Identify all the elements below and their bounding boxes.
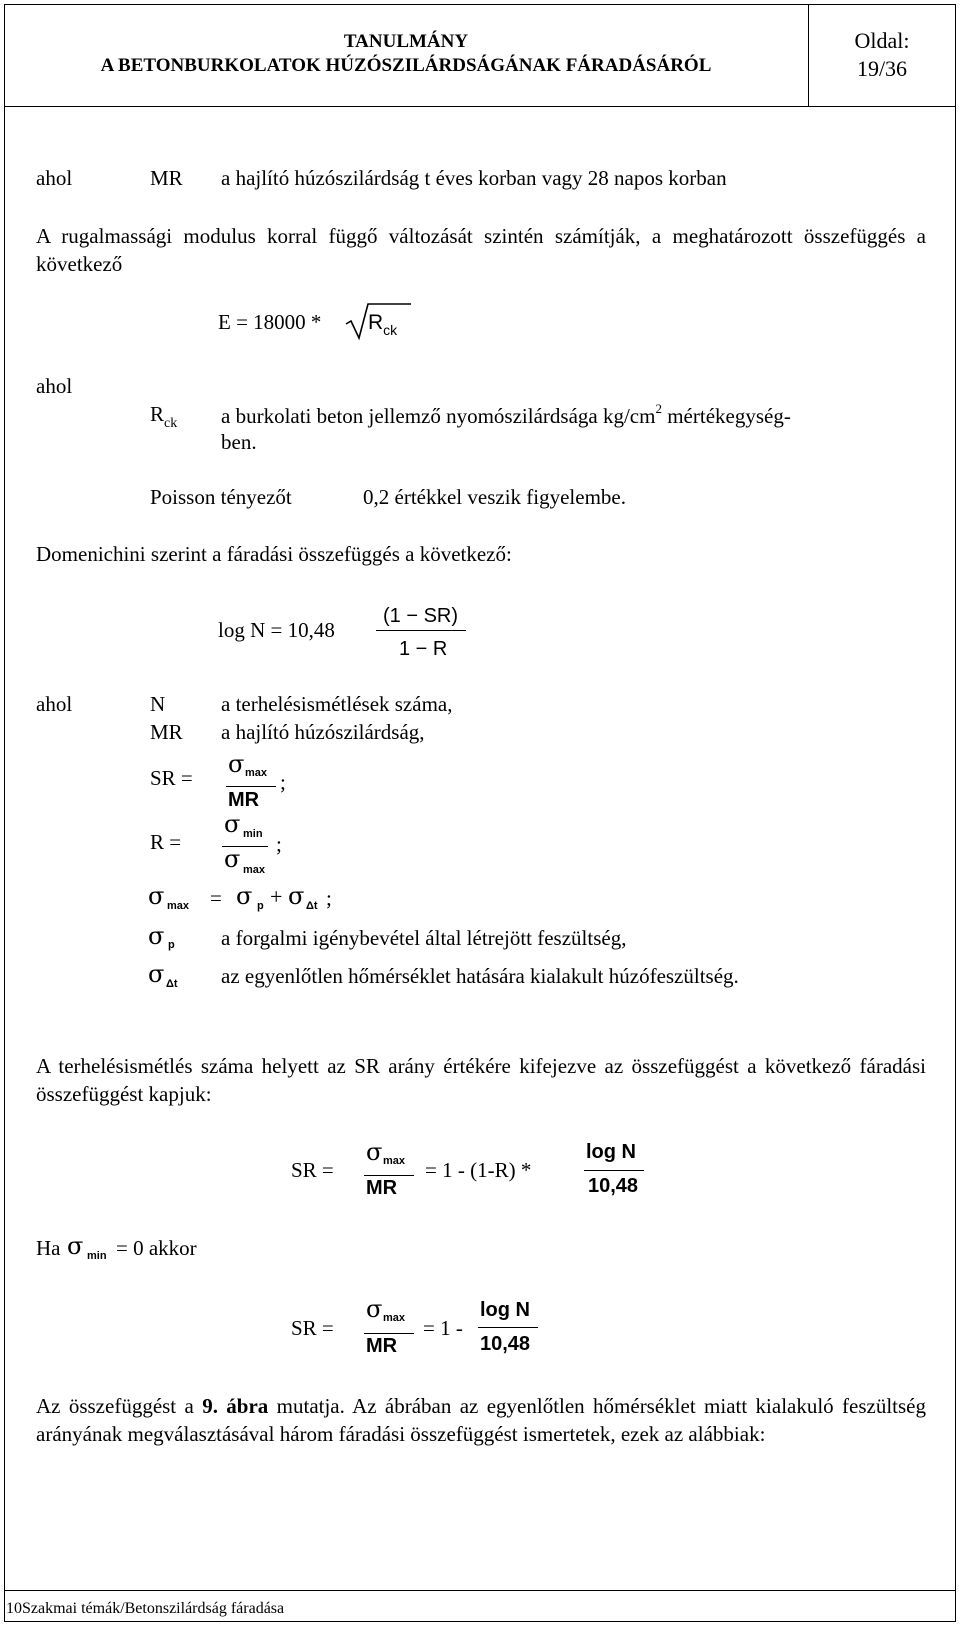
defs2-n-desc: a terhelésismétlések száma, [221,692,453,716]
r-num-sub-min: min [243,828,263,840]
sr2-fraction-bar-left [364,1333,414,1334]
smax-plus: + [270,884,283,909]
page-label: Oldal: [854,28,910,53]
sr1-lhs: SR = [291,1158,334,1182]
intro-desc: a hajlító húzószilárdság t éves korban vagy 28 napos korban [221,166,727,190]
r-lhs: R = [150,830,182,854]
p-term-sigma: σ [148,922,165,950]
formula-log-num: (1 − SR) [383,605,459,627]
defs1-poisson-term: Poisson tényezőt [150,485,292,509]
sr2-sigma: σ [366,1295,383,1323]
defs1-poisson-desc: 0,2 értékkel veszik figyelembe. [363,485,626,509]
defs1-rck-desc [221,401,791,428]
footer-path: 10Szakmai témák/Betonszilárdság fáradása [6,1600,285,1617]
ha-rest: = 0 akkor [116,1236,197,1260]
header-title-line1: TANULMÁNY [343,31,469,52]
formula-log-fraction-bar [376,630,466,631]
smax-sigma: σ [148,882,165,910]
sr1-sigma-sub: max [383,1155,406,1167]
sr1-fraction-bar-left [364,1175,414,1176]
rck-desc-text: a burkolati beton jellemző nyomószilárdsága kg/cm [221,404,656,428]
intro-ahol: ahol [36,166,73,190]
ha-word: Ha [36,1236,61,1260]
r-semicolon: ; [276,832,282,856]
defs2-mr-desc: a hajlító húzószilárdság, [221,720,425,744]
rck-sub: ck [164,416,178,431]
paragraph-sr-intro: A terhelésismétlés száma helyett az SR arány értékére kifejezve az összefüggést a következő fáradási összefüggést kapjuk: [36,1054,926,1106]
dt-term-sub: Δt [166,978,178,990]
sr-fraction-bar [226,786,276,787]
ha-sigma: σ [67,1232,84,1260]
defs2-n-term: N [150,692,166,716]
dt-desc: az egyenlőtlen hőmérséklet hatására kialakult húzófeszültség. [221,964,739,988]
sr-lhs: SR = [150,766,193,790]
r-den-sub-max: max [243,864,266,876]
formula-e-r: R [368,311,384,334]
para4-text-c: mutatja. Az ábrában az egyenlőtlen hőmérséklet miatt kialakuló feszültség arányának megválasztásával három fáradási összefüggést ismertetek, ezek az alábbiak: [36,1394,927,1446]
defs1-ahol: ahol [36,374,73,398]
sr2-den-mr: MR [366,1335,398,1357]
header-divider-line [4,106,956,107]
formula-log-den: 1 − R [399,638,448,660]
sr2-fraction-bar-right [478,1327,538,1328]
defs2-ahol: ahol [36,692,73,716]
sr2-num-logn: log N [480,1299,530,1321]
sr1-mid: = 1 - (1-R) * [425,1158,532,1182]
smax-eq: = [210,886,222,910]
page-number: 19/36 [856,56,908,81]
r-den-sigma: σ [224,845,241,873]
sr1-den: 10,48 [588,1175,639,1197]
r-num-sigma: σ [224,810,241,838]
sr1-fraction-bar-right [584,1170,644,1171]
formula-e-lhs: E = 18000 * [218,310,322,334]
rck-desc-end: mértékegység- [661,404,791,428]
sr2-lhs: SR = [291,1316,334,1340]
paragraph-figure-ref [36,1392,926,1448]
sp-sigma: σ [236,882,253,910]
paragraph-domenichini: Domenichini szerint a fáradási összefüggés a következő: [36,542,512,566]
sr-den-mr: MR [228,789,260,811]
sp-sub: p [257,900,264,912]
sr2-sigma-sub: max [383,1312,406,1324]
paragraph-modulus: A rugalmassági modulus korral függő változását szintén számítják, a meghatározott összefüggés a következő [36,224,926,276]
p-term-sub: p [168,939,175,951]
rck-desc-sup: 2 [655,401,662,416]
defs2-mr-term: MR [150,720,183,744]
header-vertical-divider [808,4,809,106]
p-desc: a forgalmi igénybevétel által létrejött feszültség, [221,926,627,950]
sdt-sub: Δt [306,900,318,912]
sr2-mid: = 1 - [423,1316,463,1340]
sr1-den-mr: MR [366,1177,398,1199]
figure-reference: 9. ábra [202,1394,269,1418]
sr1-sigma: σ [366,1138,383,1166]
header-title-line2: A BETONBURKOLATOK HÚZÓSZILÁRDSÁGÁNAK FÁRADÁSÁRÓL [100,55,712,76]
sr2-den: 10,48 [480,1333,531,1355]
sr-sigma-sub-max: max [245,767,268,779]
ha-sub-min: min [87,1250,107,1262]
sdt-sigma: σ [288,882,305,910]
rck-r: R [150,402,165,426]
intro-term-mr: MR [150,166,183,190]
sr-semicolon: ; [280,770,286,794]
smax-sub: max [167,900,190,912]
sr-sigma: σ [228,750,245,778]
defs1-rck [150,402,178,431]
smax-semicolon: ; [326,886,332,910]
defs1-rck-desc2: ben. [221,430,257,454]
formula-log-lhs: log N = 10,48 [218,618,335,642]
formula-e-ck: ck [383,322,398,338]
sr1-num-logn: log N [586,1141,636,1163]
dt-term-sigma: σ [148,960,165,988]
para4-text-a: Az összefüggést a [36,1394,203,1418]
footer-divider-line [4,1590,956,1591]
